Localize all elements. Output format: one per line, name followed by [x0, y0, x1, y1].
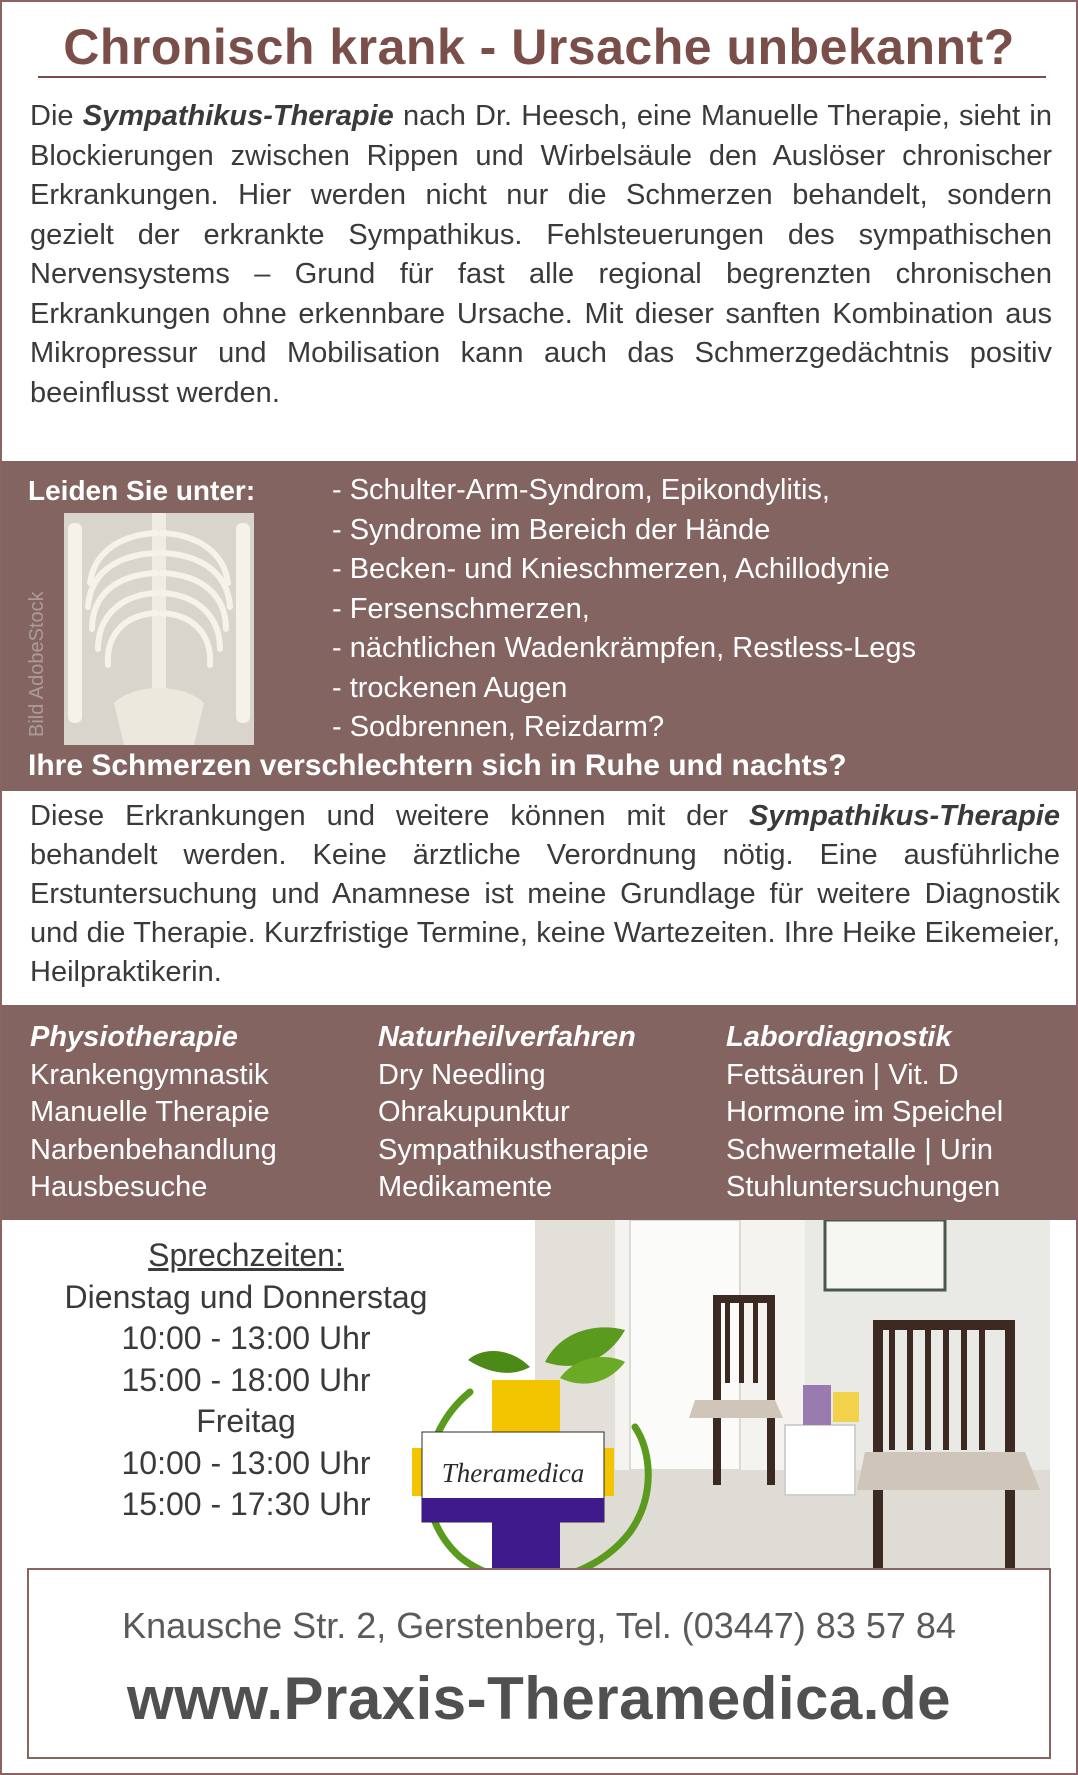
service-item: Dry Needling: [378, 1058, 546, 1091]
service-heading: Labordiagnostik: [726, 1021, 952, 1053]
symptom-item: - Fersenschmerzen,: [332, 592, 590, 625]
service-item: Stuhluntersuchungen: [726, 1171, 1001, 1203]
service-item: Krankengymnastik: [30, 1058, 269, 1091]
hours-line: Freitag: [196, 1403, 296, 1439]
hours-line: 15:00 - 17:30 Uhr: [121, 1486, 371, 1522]
service-heading: Naturheilverfahren: [378, 1021, 636, 1053]
hours-line: 15:00 - 18:00 Uhr: [121, 1361, 371, 1398]
intro-prefix: Die: [30, 100, 83, 132]
services-band: [2, 1005, 1076, 1220]
address: Knausche Str. 2, Gerstenberg, Tel. (03447) 83 57 84: [122, 1605, 956, 1646]
service-item: Sympathikustherapie: [378, 1133, 649, 1166]
body2-prefix: Diese Erkrankungen und weitere können mit der: [30, 800, 749, 832]
skeleton-image: [64, 513, 254, 745]
logo-text: Theramedica: [441, 1458, 585, 1488]
hours-heading: Sprechzeiten:: [148, 1237, 344, 1273]
service-heading: Physiotherapie: [30, 1021, 238, 1053]
service-item: Schwermetalle | Urin: [726, 1133, 994, 1166]
title-underline: [38, 76, 1046, 78]
service-item: Fettsäuren | Vit. D: [726, 1058, 959, 1091]
service-column: [378, 1019, 649, 1207]
service-item: Hausbesuche: [30, 1171, 208, 1203]
symptoms-list: [332, 471, 916, 748]
intro-therapy-name: Sympathikus-Therapie: [82, 100, 394, 132]
intro-text: nach Dr. Heesch, eine Manuelle Therapie, sieht in Blockierungen zwischen Rippen und Wirbelsäule den Auslöser chronischer Erkrankungen. Hier werden nicht nur die Schmerzen behandelt, sondern gezielt der erkrankte Sympathikus. Fehlsteuerungen des sympathischen Nervensystems – Grund für fast alle regional begrenzten chronischen Erkrankungen ohne erkennbare Ursache. Mit dieser sanften Kombination aus Mikropressur und Mobilisation kann auch das Schmerzgedächtnis positiv beeinflusst werden.: [30, 100, 1052, 409]
body2-text: behandelt werden. Keine ärztliche Verordnung nötig. Eine ausführliche Erstuntersuchung und Anamnese ist meine Grundlage für weitere Diagnostik und die Therapie. Kurzfristige Termine, keine Wartezeiten. Ihre Heike Eikemeier, Heilpraktikerin.: [30, 839, 1060, 988]
website-link[interactable]: www.Praxis-Theramedica.de: [127, 1665, 951, 1732]
hours-line: 10:00 - 13:00 Uhr: [121, 1444, 371, 1481]
service-list: [378, 1057, 649, 1207]
intro-paragraph: [30, 97, 1052, 413]
symptom-item: - nächtlichen Wadenkrämpfen, Restless-Legs: [332, 632, 917, 664]
symptom-item: - Syndrome im Bereich der Hände: [332, 513, 771, 546]
service-column: [726, 1019, 1003, 1207]
service-item: Medikamente: [378, 1171, 553, 1203]
body2-therapy-name: Sympathikus-Therapie: [748, 800, 1060, 832]
symptoms-question: Ihre Schmerzen verschlechtern sich in Ruhe und nachts?: [28, 749, 847, 782]
service-list: [726, 1057, 1003, 1207]
treatment-paragraph: [30, 797, 1060, 992]
service-item: Narbenbehandlung: [30, 1133, 277, 1166]
service-item: Manuelle Therapie: [30, 1096, 270, 1128]
contact-box: [27, 1568, 1051, 1759]
theramedica-logo: [400, 1322, 660, 1592]
symptoms-heading: Leiden Sie unter:: [28, 475, 256, 506]
service-item: Hormone im Speichel: [726, 1096, 1004, 1128]
symptom-item: - Sodbrennen, Reizdarm?: [332, 711, 665, 743]
service-column: [30, 1019, 277, 1207]
service-item: Ohrakupunktur: [378, 1096, 570, 1128]
image-credit: Bild AdobeStock: [26, 591, 48, 737]
symptom-item: - Becken- und Knieschmerzen, Achillodynie: [332, 553, 890, 585]
service-list: [30, 1057, 277, 1207]
symptom-item: - trockenen Augen: [332, 671, 568, 704]
hours-line: Dienstag und Donnerstag: [64, 1278, 428, 1315]
symptom-item: - Schulter-Arm-Syndrom, Epikondylitis,: [332, 474, 830, 506]
hours-line: 10:00 - 13:00 Uhr: [121, 1320, 371, 1356]
symptoms-band: [2, 461, 1076, 791]
page-title: Chronisch krank - Ursache unbekannt?: [63, 19, 1015, 75]
